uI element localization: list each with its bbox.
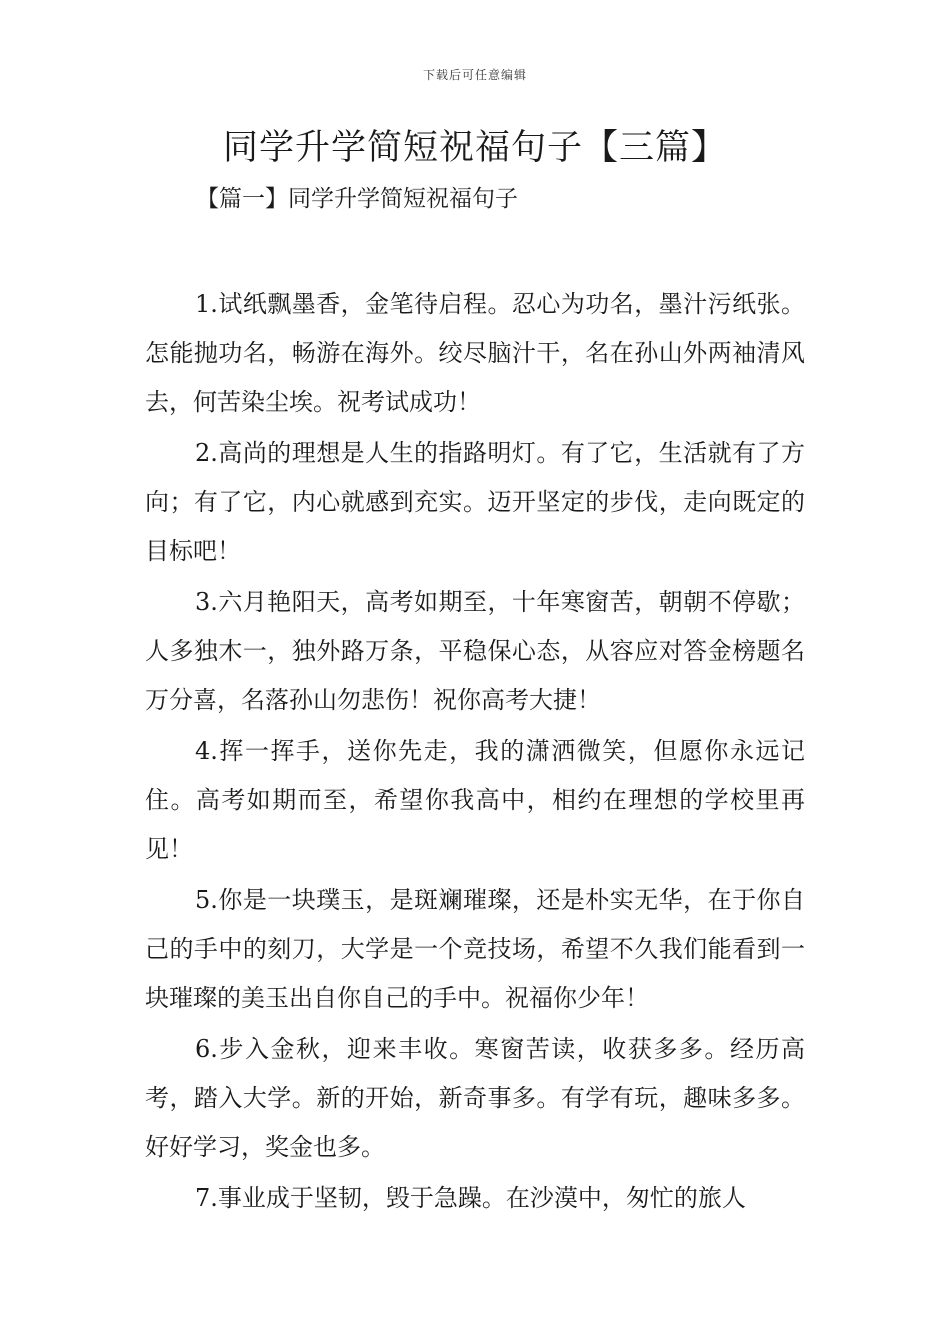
- document-body: [145, 280, 805, 1223]
- paragraph-4: 4.挥一挥手，送你先走，我的潇洒微笑，但愿你永远记住。高考如期而至，希望你我高中，相约在理想的学校里再见！: [145, 737, 805, 863]
- paragraph-7: 7.事业成于坚韧，毁于急躁。在沙漠中，匆忙的旅人: [195, 1184, 746, 1212]
- section-heading: 【篇一】同学升学简短祝福句子: [196, 186, 518, 212]
- document-title: 同学升学简短祝福句子【三篇】: [222, 128, 727, 168]
- header-note: 下载后可任意编辑: [422, 68, 527, 82]
- paragraph-6: 6.步入金秋，迎来丰收。寒窗苦读，收获多多。经历高考，踏入大学。新的开始，新奇事多。有学有玩，趣味多多。好好学习，奖金也多。: [145, 1035, 805, 1161]
- paragraph-1: 1.试纸飘墨香，金笔待启程。忍心为功名，墨汁污纸张。怎能抛功名，畅游在海外。绞尽脑汁干，名在孙山外两袖清风去，何苦染尘埃。祝考试成功！: [145, 290, 805, 416]
- paragraph-5: 5.你是一块璞玉，是斑斓璀璨，还是朴实无华，在于你自己的手中的刻刀，大学是一个竞技场，希望不久我们能看到一块璀璨的美玉出自你自己的手中。祝福你少年！: [145, 886, 805, 1012]
- paragraph-2: 2.高尚的理想是人生的指路明灯。有了它，生活就有了方向；有了它，内心就感到充实。迈开坚定的步伐，走向既定的目标吧！: [145, 439, 805, 565]
- paragraph-3: 3.六月艳阳天，高考如期至，十年寒窗苦，朝朝不停歇；人多独木一，独外路万条，平稳保心态，从容应对答金榜题名万分喜，名落孙山勿悲伤！祝你高考大捷！: [145, 588, 805, 714]
